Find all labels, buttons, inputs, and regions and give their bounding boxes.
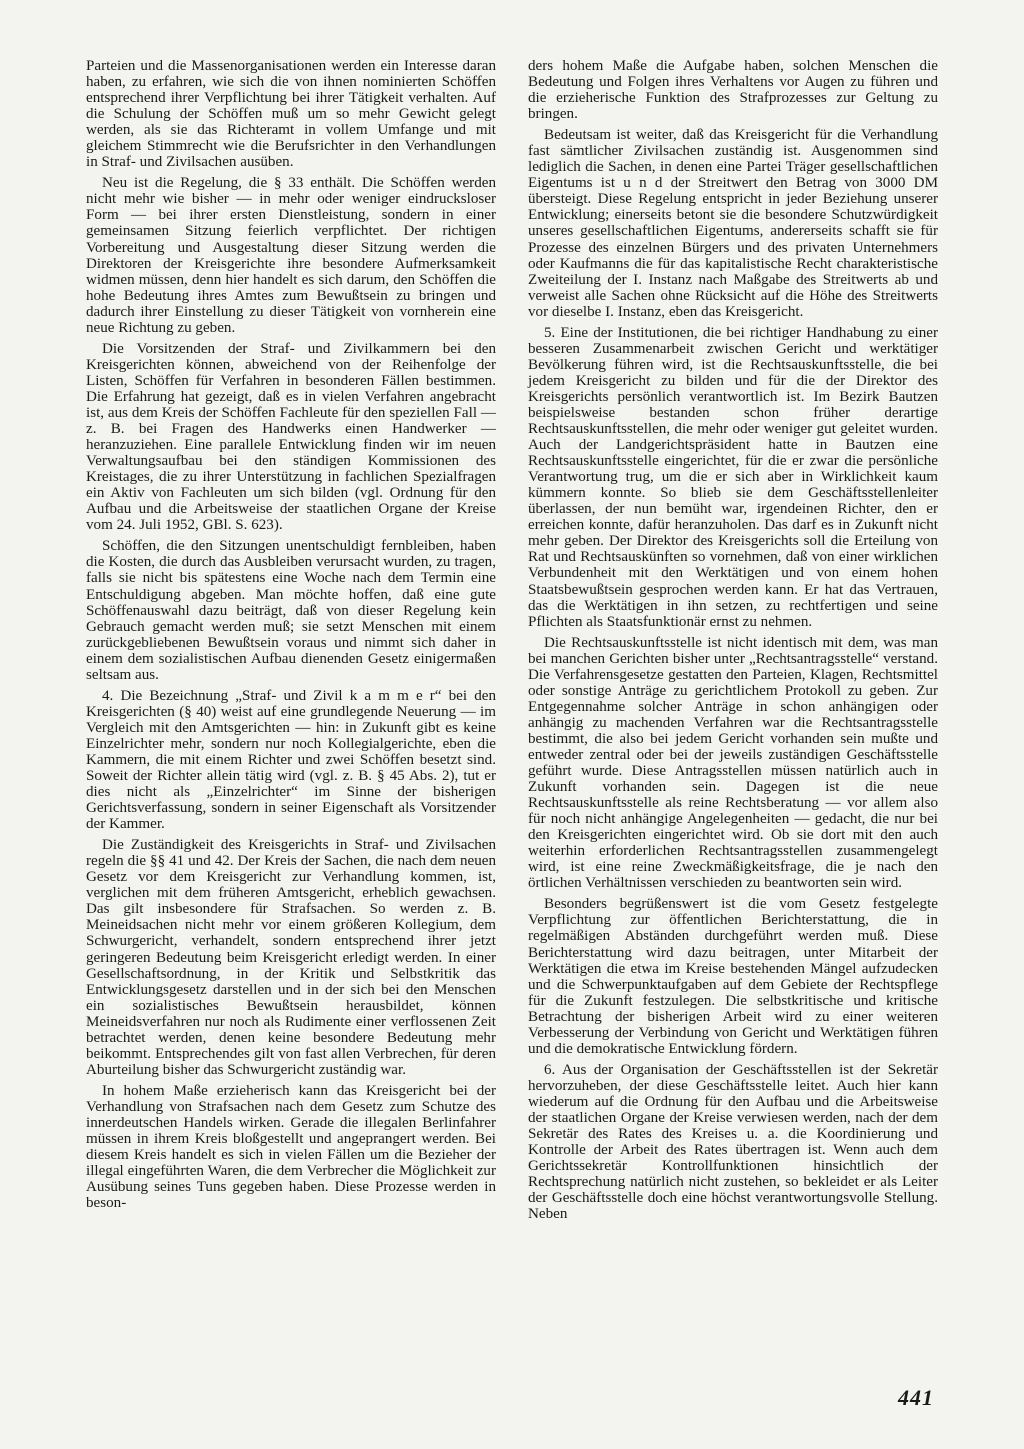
paragraph: 5. Eine der Institutionen, die bei richtiger Handhabung zu einer besseren Zusammenarbeit zwischen Gericht und werktätiger Bevölkerung führen wird, ist die Rechtsauskunftsstelle, die bei jedem Kreisgericht zu bilden und für die der Direktor des Kreisgerichts persönlich verantwortlich ist. Im Bezirk Bautzen beispielsweise bestanden schon früher derartige Rechtsauskunftsstellen, die mehr oder weniger gut geleitet wurden. Auch der Landgerichtspräsident hatte in Bautzen eine Rechtsauskunftsstelle eingerichtet, für die er zwar die persönliche Verantwortung trug, um die er sich aber in Wirklichkeit kaum kümmern konnte. So blieb sie dem Geschäftsstellenleiter überlassen, der nun bemüht war, irgendeinen Richter, den er erreichen konnte, dafür heranzuholen. Das darf es in Zukunft nicht mehr geben. Der Direktor des Kreisgerichts soll die Erteilung von Rat und Rechtsauskünften so vornehmen, daß von einer wirklichen Verbundenheit mit den Werktätigen und von einem hohen Staatsbewußtsein gesprochen werden kann. Er hat das Vertrauen, das die Werktätigen in ihn setzen, zu rechtfertigen und seine Pflichten als Staatsfunktionär ernst zu nehmen. bbox=[528, 324, 938, 630]
paragraph: Besonders begrüßenswert ist die vom Gesetz festgelegte Verpflichtung zur öffentlichen Berichterstattung, die in regelmäßigen Abständen durchgeführt werden muß. Diese Berichterstattung wird dazu beitragen, unter Mitarbeit der Werktätigen die etwa im Kreise bestehenden Mängel aufzudecken und die Schwerpunktaufgaben auf dem Gebiete der Rechtspflege für die Zukunft festzulegen. Die selbstkritische und kritische Betrachtung der bisherigen Arbeit wird zu einer weiteren Verbesserung der Verbindung von Gericht und Werktätigen führen und die demokratische Entwicklung fördern. bbox=[528, 896, 938, 1057]
page-number: 441 bbox=[898, 1385, 934, 1410]
paragraph: Neu ist die Regelung, die § 33 enthält. Die Schöffen werden nicht mehr wie bisher — in mehr oder weniger eindrucksloser Form — bei ihrer ersten Dienstleistung, sondern in einer gemeinsamen Sitzung feierlich verpflichtet. Der richtigen Vorbereitung und Ausgestaltung dieser Sitzung werden die Direktoren der Kreisgerichte ihre besondere Aufmerksamkeit widmen müssen, denn hier handelt es sich darum, den Schöffen die hohe Bedeutung ihres Amtes zum Bewußtsein zu bringen und dadurch ihrer Einstellung zu dieser Tätigkeit von vornherein eine neue Richtung zu geben. bbox=[86, 175, 496, 336]
paragraph: Die Vorsitzenden der Straf- und Zivilkammern bei den Kreisgerichten können, abweichend von der Reihenfolge der Listen, Schöffen für Verfahren in besonderen Fällen bestimmen. Die Erfahrung hat gezeigt, daß es in vielen Verfahren angebracht ist, aus dem Kreis der Schöffen Fachleute für den speziellen Fall — z. B. bei Fragen des Handwerks einen Handwerker — heranzuziehen. Eine parallele Entwicklung finden wir im neuen Verwaltungsaufbau bei den ständigen Kommissionen des Kreistages, die zu ihrer Unterstützung in fachlichen Spezialfragen ein Aktiv von Fachleuten um sich bilden (vgl. Ordnung für den Aufbau und die Arbeitsweise der staatlichen Organe der Kreise vom 24. Juli 1952, GBl. S. 623). bbox=[86, 340, 496, 534]
paragraph: ders hohem Maße die Aufgabe haben, solchen Menschen die Bedeutung und Folgen ihres Verhaltens vor Augen zu führen und die erzieherische Funktion des Strafprozesses zur Geltung zu bringen. bbox=[528, 58, 938, 123]
paragraph: 6. Aus der Organisation der Geschäftsstellen ist der Sekretär hervorzuheben, der diese Geschäftsstelle leitet. Auch hier kann wiederum auf die Ordnung für den Aufbau und die Arbeitsweise der staatlichen Organe der Kreise verwiesen werden, nach der dem Sekretär des Rates des Kreises u. a. die Koordinierung und Kontrolle der Arbeit des Rates übertragen ist. Wenn auch dem Gerichtssekretär Kontrollfunktionen hinsichtlich der Rechtsprechung natürlich nicht zustehen, so bekleidet er als Leiter der Geschäftsstelle doch eine höchst verantwortungsvolle Stellung. Neben bbox=[528, 1061, 938, 1223]
paragraph: Schöffen, die den Sitzungen unentschuldigt fernbleiben, haben die Kosten, die durch das Ausbleiben verursacht wurden, zu tragen, falls sie nicht bis spätestens eine Woche nach dem Termin eine Entschuldigung abgeben. Man möchte hoffen, daß eine gute Schöffenauswahl dazu beiträgt, daß von dieser Regelung kein Gebrauch gemacht werden muß; sie setzt Menschen mit einem zurückgebliebenen Bewußtsein voraus und nimmt sich daher in einem dem sozialistischen Aufbau dienenden Gesetz einigermaßen seltsam aus. bbox=[86, 538, 496, 683]
right-column bbox=[528, 58, 938, 1227]
paragraph: Bedeutsam ist weiter, daß das Kreisgericht für die Verhandlung fast sämtlicher Zivilsachen zuständig ist. Ausgenommen sind lediglich die Sachen, in denen eine Partei Träger gesellschaftlichen Eigentums ist u n d der Streitwert den Betrag von 3000 DM übersteigt. Diese Regelung entspricht in jeder Beziehung unserer Entwicklung; einerseits betont sie die besondere Schutzwürdigkeit unseres gesellschaftlichen Eigentums, andererseits schafft sie für Prozesse des einzelnen Bürgers und des privaten Unternehmers oder Kaufmanns die für das kapitalistische Recht charakteristische Zweiteilung der I. Instanz nach Maßgabe des Streitwerts ab und verweist alle Sachen ohne Rücksicht auf die Höhe des Streitwerts vor dieselbe I. Instanz, eben das Kreisgericht. bbox=[528, 127, 938, 320]
paragraph: Die Zuständigkeit des Kreisgerichts in Straf- und Zivilsachen regeln die §§ 41 und 42. Der Kreis der Sachen, die nach dem neuen Gesetz vor dem Kreisgericht zur Verhandlung kommen, ist, verglichen mit dem früheren Amtsgericht, erheblich gewachsen. Das gilt insbesondere für Strafsachen. So werden z. B. Meineidsachen nicht mehr vor einem größeren Kollegium, dem Schwurgericht, verhandelt, sondern entsprechend ihrer jetzt geringeren Bedeutung beim Kreisgericht erledigt werden. In einer Gesellschaftsordnung, in der Kritik und Selbstkritik das Entwicklungsgesetz darstellen und in der sich bei den Menschen ein sozialistisches Bewußtsein herausbildet, können Meineidsverfahren nur noch als Rudimente einer verflossenen Zeit betrachtet werden, denen keine besondere Bedeutung mehr beikommt. Entsprechendes gilt von fast allen Verbrechen, für deren Aburteilung bisher das Schwurgericht zuständig war. bbox=[86, 837, 496, 1078]
paragraph: Parteien und die Massenorganisationen werden ein Interesse daran haben, zu erfahren, wie sich die von ihnen nominierten Schöffen entsprechend ihrer Verpflichtung bei ihrer Tätigkeit verhalten. Auf die Schulung der Schöffen muß um so mehr Gewicht gelegt werden, als sie das Richteramt in vollem Umfange und mit gleichem Stimmrecht wie die Berufsrichter in den Verhandlungen in Straf- und Zivilsachen ausüben. bbox=[86, 58, 496, 171]
paragraph: Die Rechtsauskunftsstelle ist nicht identisch mit dem, was man bei manchen Gerichten bisher unter „Rechtsantragsstelle“ verstand. Die Verfahrensgesetze gestatten den Parteien, Klagen, Rechtsmittel oder sonstige Anträge zu gerichtlichem Protokoll zu geben. Zur Entgegennahme solcher Anträge in schon anhängigen oder anhängig zu machenden Verfahren war die Rechtsantragsstelle bestimmt, die also bei jedem Gericht vorhanden sein mußte und entweder zentral oder bei der jeweils zuständigen Geschäftsstelle geführt wurde. Diese Antragsstellen müssen natürlich auch in Zukunft vorhanden sein. Dagegen ist die neue Rechtsauskunftsstelle als reine Rechtsberatung — vor allem also für noch nicht anhängige Angelegenheiten — gedacht, die nur bei den Kreisgerichten eingerichtet wird. Ob sie dort mit den auch weiterhin erforderlichen Rechtsantragsstellen zusammengelegt wird, ist eine reine Zweckmäßigkeitsfrage, die je nach den örtlichen Verhältnissen verschieden zu beantworten sein wird. bbox=[528, 634, 938, 892]
paragraph: In hohem Maße erzieherisch kann das Kreisgericht bei der Verhandlung von Strafsachen nach dem Gesetz zum Schutze des innerdeutschen Handels wirken. Gerade die illegalen Berlinfahrer müssen in ihrem Kreis bloßgestellt und angeprangert werden. Bei diesem Kreis handelt es sich in vielen Fällen um die Bezieher der illegal eingeführten Waren, die dem Verbrecher die Möglichkeit zur Ausübung seines Tuns gegeben haben. Diese Prozesse werden in beson- bbox=[86, 1082, 496, 1212]
paragraph: 4. Die Bezeichnung „Straf- und Zivil k a m m e r“ bei den Kreisgerichten (§ 40) weist auf eine grundlegende Neuerung — im Vergleich mit den Amtsgerichten — hin: in Zukunft gibt es keine Einzelrichter mehr, sondern nur noch Kollegialgerichte, eben die Kammern, die mit einem Richter und zwei Schöffen besetzt sind. Soweit der Richter allein tätig wird (vgl. z. B. § 45 Abs. 2), tut er dies nicht als „Einzelrichter“ im Sinne der bisherigen Gerichtsverfassung, sondern in seiner Eigenschaft als Vorsitzender der Kammer. bbox=[86, 687, 496, 833]
left-column bbox=[86, 58, 496, 1216]
